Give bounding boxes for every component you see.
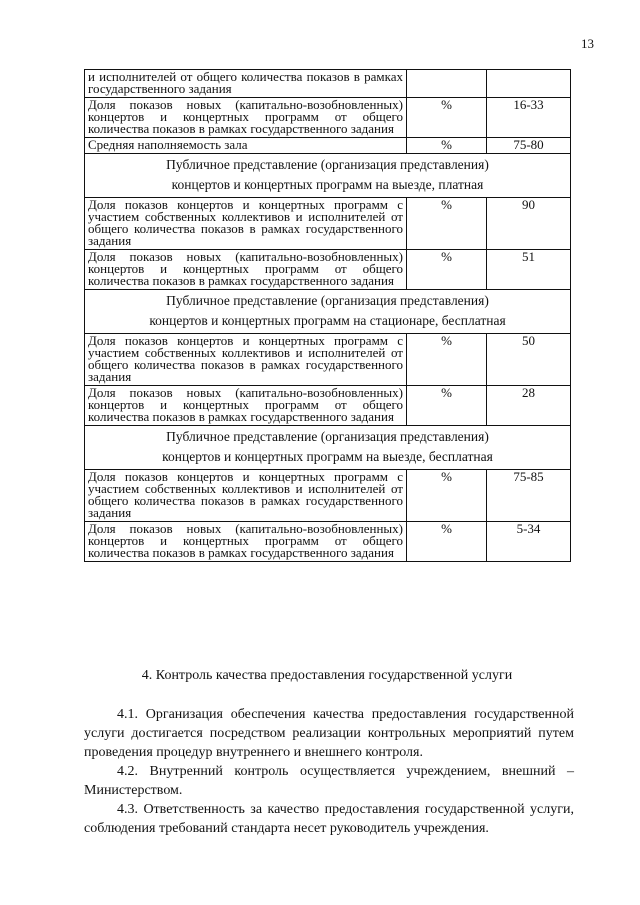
indicator-description: Доля показов концертов и концертных программ с участием собственных коллективов и исполнителей от общего количества показов в рамках государственного задания (85, 198, 407, 250)
section-header (85, 154, 571, 198)
indicator-description: Доля показов концертов и концертных программ с участием собственных коллективов и исполнителей от общего количества показов в рамках государственного задания (85, 470, 407, 522)
indicator-unit: % (407, 198, 487, 250)
indicator-unit: % (407, 522, 487, 562)
indicator-value: 28 (487, 386, 571, 426)
section-row (85, 154, 571, 198)
indicator-unit: % (407, 470, 487, 522)
table-row (85, 334, 571, 386)
table-row (85, 250, 571, 290)
table-row (85, 70, 571, 98)
table-row (85, 386, 571, 426)
indicator-unit: % (407, 98, 487, 138)
section-header-line: концертов и концертных программ на выезде, платная (171, 177, 484, 192)
table-row (85, 470, 571, 522)
paragraph-4-1: 4.1. Организация обеспечения качества предоставления государственной услуги достигается посредством реализации контрольных мероприятий путем проведения процедур внутреннего и внешнего контроля. (84, 707, 574, 760)
indicator-unit (407, 70, 487, 98)
indicator-value: 75-85 (487, 470, 571, 522)
indicator-unit: % (407, 250, 487, 290)
section-header-line: Публичное представление (организация представления) (166, 429, 489, 444)
indicator-value: 90 (487, 198, 571, 250)
section-row (85, 290, 571, 334)
indicator-value: 75-80 (487, 138, 571, 154)
indicator-value: 51 (487, 250, 571, 290)
table-row (85, 522, 571, 562)
indicator-value: 16-33 (487, 98, 571, 138)
section-header (85, 290, 571, 334)
table-row (85, 98, 571, 138)
page-number: 13 (581, 36, 594, 51)
table-row (85, 198, 571, 250)
section-row (85, 426, 571, 470)
indicator-description: Средняя наполняемость зала (85, 138, 407, 154)
section-header-line: Публичное представление (организация представления) (166, 157, 489, 172)
indicator-description: Доля показов новых (капитально-возобновленных) концертов и концертных программ от общего количества показов в рамках государственного задания (85, 522, 407, 562)
table-row (85, 138, 571, 154)
paragraph-4-3: 4.3. Ответственность за качество предоставления государственной услуги, соблюдения требований стандарта несет руководитель учреждения. (84, 802, 574, 836)
indicator-description: Доля показов новых (капитально-возобновленных) концертов и концертных программ от общего количества показов в рамках государственного задания (85, 250, 407, 290)
paragraph-4-2: 4.2. Внутренний контроль осуществляется учреждением, внешний – Министерством. (84, 764, 574, 798)
indicator-unit: % (407, 334, 487, 386)
indicator-description: и исполнителей от общего количества показов в рамках государственного задания (85, 70, 407, 98)
indicator-value: 50 (487, 334, 571, 386)
section-header-line: концертов и концертных программ на выезде, бесплатная (162, 449, 493, 464)
indicator-description: Доля показов новых (капитально-возобновленных) концертов и концертных программ от общего количества показов в рамках государственного задания (85, 98, 407, 138)
section-header-line: Публичное представление (организация представления) (166, 293, 489, 308)
indicator-value (487, 70, 571, 98)
indicator-unit: % (407, 138, 487, 154)
section-header (85, 426, 571, 470)
section-heading: 4. Контроль качества предоставления государственной услуги (141, 668, 513, 683)
indicator-unit: % (407, 386, 487, 426)
indicator-value: 5-34 (487, 522, 571, 562)
indicator-description: Доля показов концертов и концертных программ с участием собственных коллективов и исполнителей от общего количества показов в рамках государственного задания (85, 334, 407, 386)
indicator-description: Доля показов новых (капитально-возобновленных) концертов и концертных программ от общего количества показов в рамках государственного задания (85, 386, 407, 426)
section-header-line: концертов и концертных программ на стационаре, бесплатная (149, 313, 506, 328)
indicators-table (84, 69, 571, 562)
